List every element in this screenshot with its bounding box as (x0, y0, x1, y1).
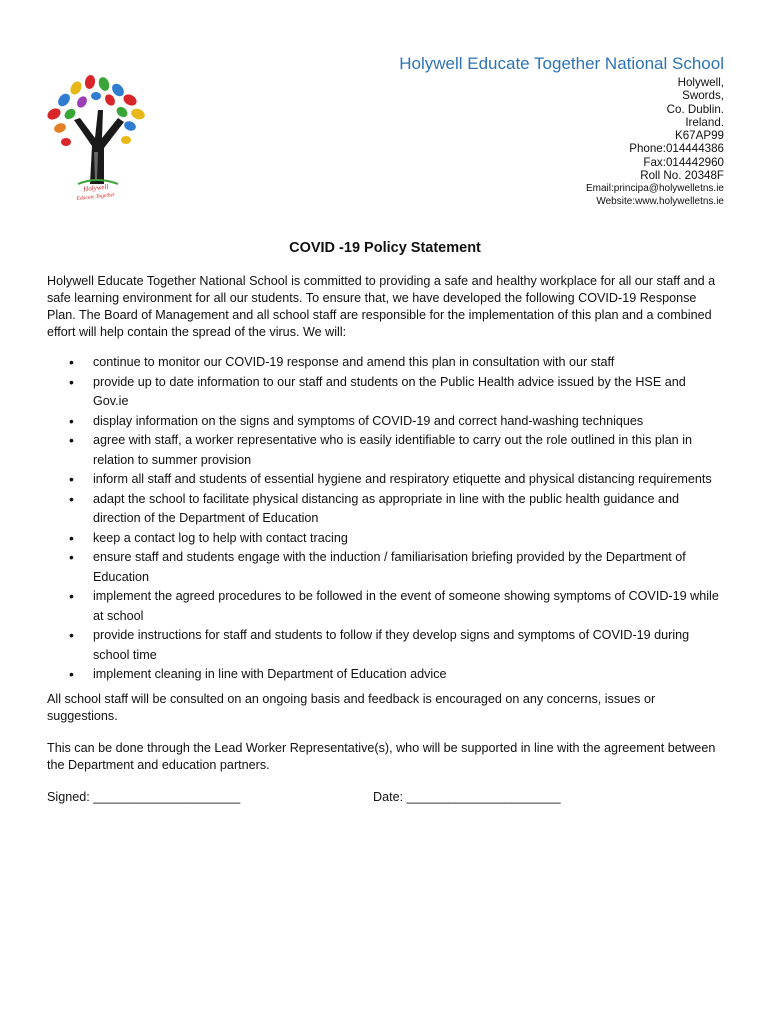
roll-number: Roll No. 20348F (640, 169, 724, 183)
list-item: • provide up to date information to our staff and students on the Public Health advice issued by the HSE and Gov.ie (47, 373, 719, 412)
website-address: Website:www.holywelletns.ie (596, 196, 724, 208)
list-item: • provide instructions for staff and students to follow if they develop signs and symptoms of COVID-19 during school time (47, 626, 719, 665)
school-name: Holywell Educate Together National School (399, 54, 724, 73)
address-line: Swords, (682, 89, 724, 103)
list-item: • display information on the signs and symptoms of COVID-19 and correct hand-washing techniques (47, 412, 719, 432)
address-line: Ireland. (685, 115, 724, 129)
school-logo (40, 72, 150, 200)
list-item: • inform all staff and students of essential hygiene and respiratory etiquette and physical distancing requirements (47, 470, 719, 490)
tree-trunk-icon (74, 110, 124, 184)
signed-field: Signed: _____________________ (47, 789, 241, 804)
school-address-block (586, 76, 724, 208)
email-address: Email:principa@holywelletns.ie (586, 183, 724, 195)
list-item: • keep a contact log to help with contact tracing (47, 529, 719, 549)
consultation-paragraph: All school staff will be consulted on an ongoing basis and feedback is encouraged on any concerns, issues or suggestions. (47, 691, 656, 723)
date-field: Date: ______________________ (373, 789, 561, 804)
lead-worker-paragraph: This can be done through the Lead Worker Representative(s), who will be supported in line with the agreement between the Department and education partners. (47, 740, 716, 772)
signature-row (47, 789, 719, 809)
fax-number: Fax:014442960 (643, 155, 724, 169)
address-line: K67AP99 (675, 129, 724, 143)
list-item: • agree with staff, a worker representative who is easily identifiable to carry out the role outlined in this plan in relation to summer provision (47, 431, 719, 470)
list-item: • implement cleaning in line with Department of Education advice (47, 665, 719, 685)
list-item: • implement the agreed procedures to be followed in the event of someone showing symptoms of COVID-19 while at school (47, 587, 719, 626)
phone-number: Phone:014444386 (629, 142, 724, 156)
address-line: Co. Dublin. (666, 102, 724, 116)
list-item: • adapt the school to facilitate physical distancing as appropriate in line with the public health guidance and direction of the Department of Education (47, 490, 719, 529)
address-line: Holywell, (677, 76, 724, 89)
document-title: COVID -19 Policy Statement (289, 240, 481, 256)
document-body (47, 273, 719, 809)
list-item: • ensure staff and students engage with the induction / familiarisation briefing provided by the Department of Education (47, 548, 719, 587)
commitments-list (47, 353, 719, 685)
intro-paragraph: Holywell Educate Together National School is committed to providing a safe and healthy workplace for all our staff and a safe learning environment for all our students. To ensure that, we have developed the following COVID-19 Response Plan. The Board of Management and all school staff are responsible for the implementation of this plan and a combined effort will help contain the spread of the virus. We will: (47, 274, 716, 339)
logo-text-educate: Educate Together (76, 191, 116, 200)
list-item: • continue to monitor our COVID-19 response and amend this plan in consultation with our staff (47, 353, 719, 373)
logo-text-school: Holywell (82, 182, 109, 194)
